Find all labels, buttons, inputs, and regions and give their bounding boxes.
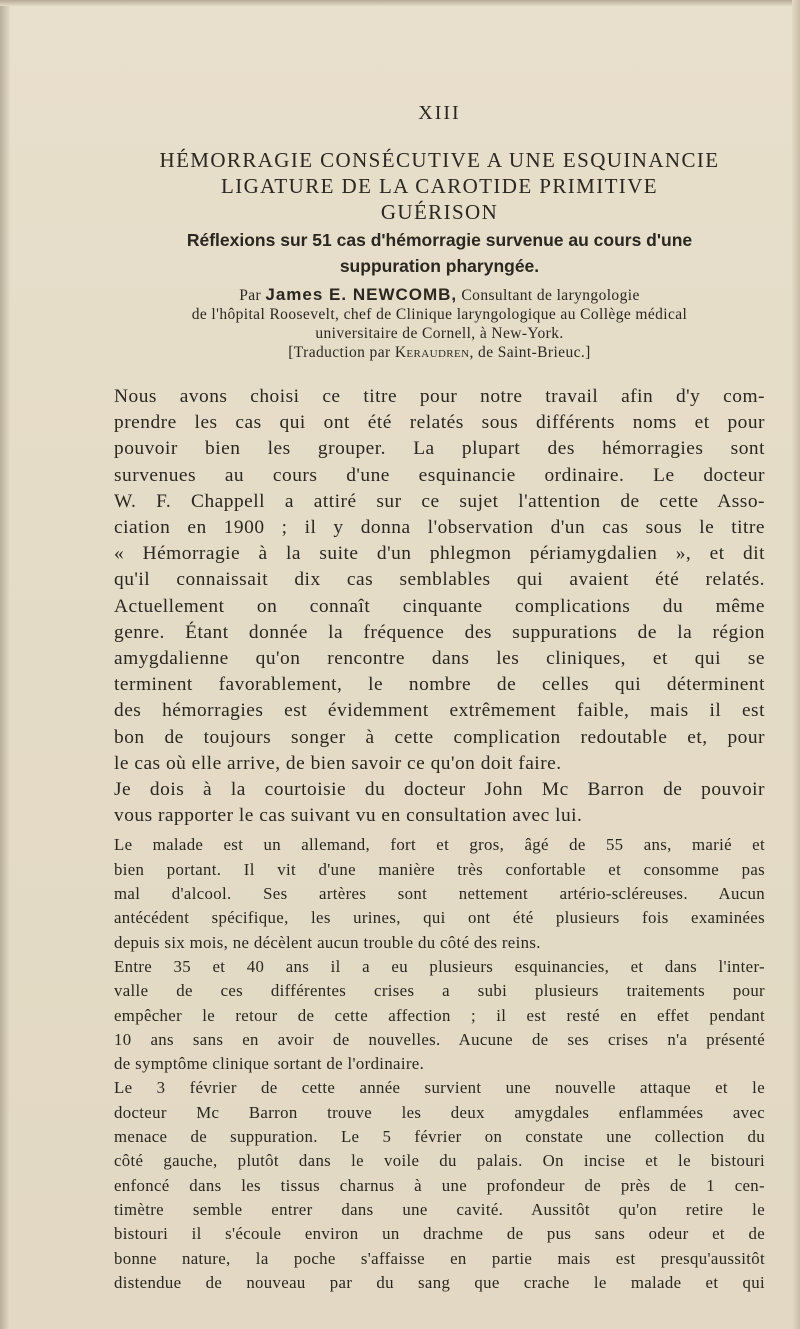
text-line: genre. Étant donnée la fréquence des suppurations de la région <box>114 621 765 643</box>
text-line: 10 ans sans en avoir de nouvelles. Aucune de ses crises n'a présenté <box>114 1029 765 1049</box>
text-line: de symptôme clinique sortant de l'ordinaire. <box>114 1054 425 1074</box>
text-line: qu'il connaissait dix cas semblables qui avaient été relatés. <box>114 569 765 591</box>
text-line: Entre 35 et 40 ans il a eu plusieurs esquinancies, et dans l'inter- <box>114 956 765 976</box>
title-line: LIGATURE DE LA CAROTIDE PRIMITIVE <box>221 174 658 198</box>
text-line: Nous avons choisi ce titre pour notre travail afin d'y com- <box>114 386 765 407</box>
text-line: bistouri il s'écoule environ un drachme de pus sans odeur et de <box>114 1224 765 1244</box>
case-paragraph-2 <box>114 955 765 1076</box>
author-name: James E. NEWCOMB, <box>265 285 458 304</box>
subtitle-line: suppuration pharyngée. <box>339 256 540 276</box>
case-paragraph-1 <box>114 833 765 954</box>
text-line: le cas où elle arrive, de bien savoir ce qu'on doit faire. <box>114 752 562 774</box>
text-line: timètre semble entrer dans une cavité. Aussitôt qu'on retire le <box>114 1199 765 1219</box>
text-line: menace de suppuration. Le 5 février on constate une collection du <box>114 1127 765 1147</box>
text-line: docteur Mc Barron trouve les deux amygdales enflammées avec <box>114 1102 765 1122</box>
translator-suffix: , de Saint-Brieuc.] <box>469 344 591 361</box>
paragraph-courtesy <box>114 777 765 829</box>
paragraph-intro <box>114 384 765 777</box>
text-line: amygdalienne qu'on rencontre dans les cliniques, et qui se <box>114 648 765 670</box>
page-top-edge <box>0 0 800 6</box>
text-line: prendre les cas qui ont été relatés sous différents noms et pour <box>114 412 765 434</box>
text-line: pouvoir bien les grouper. La plupart des hémorragies sont <box>114 438 765 460</box>
byline-line-2: de l'hôpital Roosevelt, chef de Clinique laryngologique au Collège médical <box>191 306 688 323</box>
text-line: bonne nature, la poche s'affaisse en partie mais est presqu'aussitôt <box>114 1248 765 1268</box>
text-line: bien portant. Il vit d'une manière très confortable et consomme pas <box>114 859 765 879</box>
text-line: terminent favorablement, le nombre de celles qui déterminent <box>114 674 765 696</box>
author-role: Consultant de laryngologie <box>457 287 640 304</box>
article-title <box>114 147 765 225</box>
text-line: Actuellement on connaît cinquante complications du même <box>114 595 765 617</box>
translator-name: Keraudren <box>394 344 470 361</box>
text-line: Le malade est un allemand, fort et gros, âgé de 55 ans, marié et <box>114 835 765 855</box>
text-line: antécédent spécifique, les urines, qui ont été plusieurs fois examinées <box>114 908 765 928</box>
text-line: W. F. Chappell a attiré sur ce sujet l'attention de cette Asso- <box>114 490 765 512</box>
text-line: enfoncé dans les tissus charnus à une profondeur de près de 1 cen- <box>114 1175 765 1195</box>
text-line: valle de ces différentes crises a subi plusieurs traitements pour <box>114 981 765 1001</box>
chapter-number: XIII <box>418 102 461 124</box>
case-report <box>114 833 765 1295</box>
text-line: des hémorragies est évidemment extrêmement faible, mais il est <box>114 700 765 722</box>
main-text <box>114 384 765 829</box>
text-line: vous rapporter le cas suivant vu en consultation avec lui. <box>114 805 583 827</box>
text-line: bon de toujours songer à cette complication redoutable et, pour <box>114 726 765 748</box>
text-line: distendue de nouveau par du sang que crache le malade et qui <box>114 1272 765 1292</box>
byline <box>114 285 765 362</box>
title-line: GUÉRISON <box>380 200 499 224</box>
text-line: ciation en 1900 ; il y donna l'observation d'un cas sous le titre <box>114 517 765 539</box>
byline-line-1 <box>114 285 765 305</box>
text-line: Je dois à la courtoisie du docteur John Mc Barron de pouvoir <box>114 779 765 801</box>
translator-prefix: [Traduction par <box>288 344 395 361</box>
title-line: HÉMORRAGIE CONSÉCUTIVE A UNE ESQUINANCIE <box>159 148 720 172</box>
page-content <box>114 102 765 1295</box>
subtitle-line: Réflexions sur 51 cas d'hémorragie survenue au cours d'une <box>186 230 693 250</box>
text-line: Le 3 février de cette année survient une nouvelle attaque et le <box>114 1078 765 1098</box>
text-line: « Hémorragie à la suite d'un phlegmon périamygdalien », et dit <box>114 543 765 565</box>
case-paragraph-3 <box>114 1076 765 1295</box>
text-line: depuis six mois, ne décèlent aucun trouble du côté des reins. <box>114 932 541 952</box>
text-line: survenues au cours d'une esquinancie ordinaire. Le docteur <box>114 464 765 486</box>
byline-line-4 <box>114 343 765 362</box>
text-line: côté gauche, plutôt dans le voile du palais. On incise et le bistouri <box>114 1151 765 1171</box>
byline-prefix: Par <box>239 287 266 304</box>
byline-line-3: universitaire de Cornell, à New-York. <box>315 325 564 342</box>
text-line: mal d'alcool. Ses artères sont nettement artério-scléreuses. Aucun <box>114 884 765 904</box>
article-subtitle <box>114 227 765 279</box>
text-line: empêcher le retour de cette affection ; il est resté en effet pendant <box>114 1005 765 1025</box>
